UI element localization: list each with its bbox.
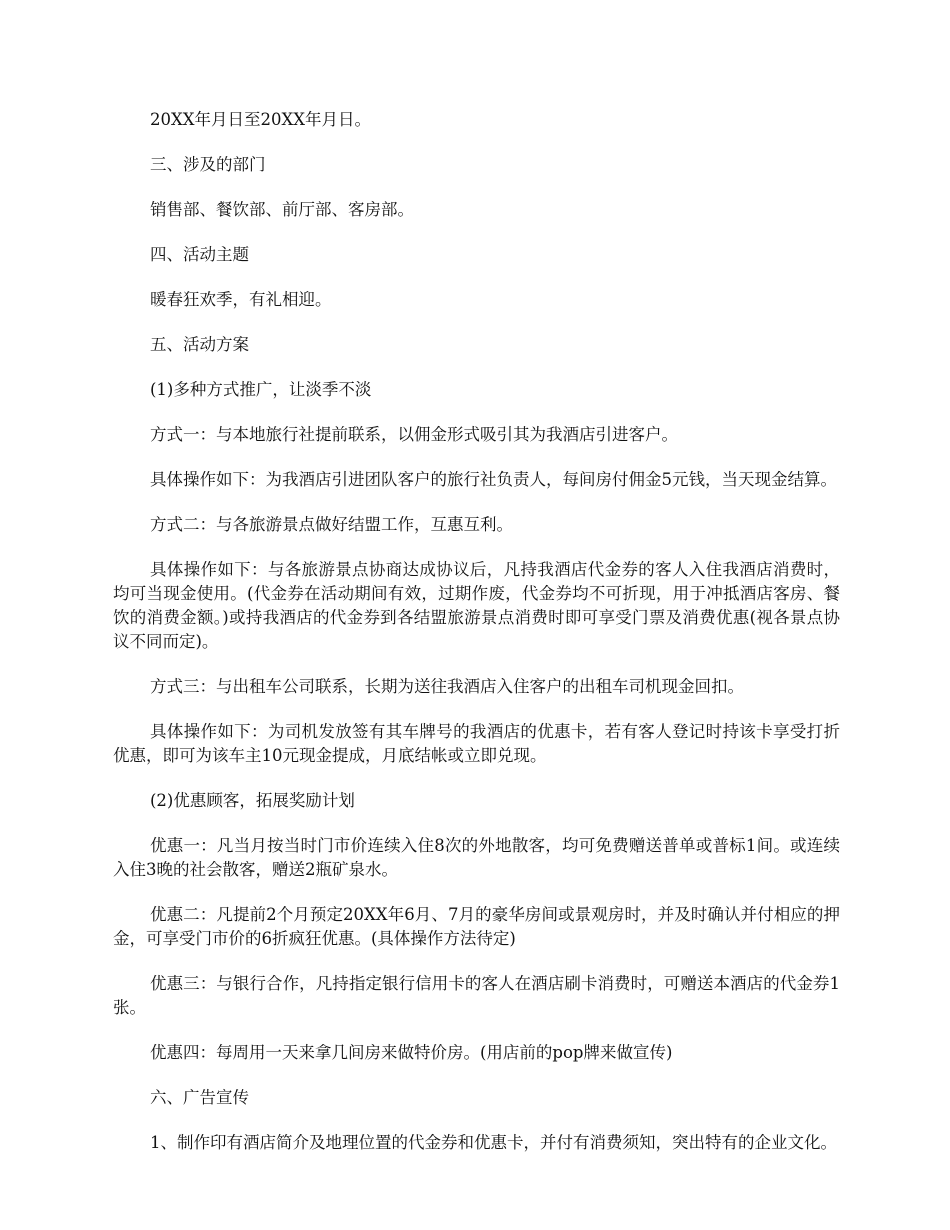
paragraph-method-1: 方式一：与本地旅行社提前联系，以佣金形式吸引其为我酒店引进客户。: [150, 425, 678, 444]
paragraph-discount-3: 优惠三：与银行合作，凡持指定银行信用卡的客人在酒店刷卡消费时，可赠送本酒店的代金券1张。: [113, 974, 840, 1017]
heading-departments: 三、涉及的部门: [150, 155, 266, 174]
paragraph-method-1-detail: 具体操作如下：为我酒店引进团队客户的旅行社负责人，每间房付佣金5元钱，当天现金结算。: [150, 470, 837, 489]
paragraph-departments: 销售部、餐饮部、前厅部、客房部。: [150, 200, 414, 219]
paragraph-method-2: 方式二：与各旅游景点做好结盟工作，互惠互利。: [150, 515, 513, 534]
paragraph-discount-2: 优惠二：凡提前2个月预定20XX年6月、7月的豪华房间或景观房时，并及时确认并付相应的押金，可享受门市价的6折疯狂优惠。(具体操作方法待定): [113, 905, 840, 948]
paragraph-method-2-detail: 具体操作如下：与各旅游景点协商达成协议后，凡持我酒店代金券的客人入住我酒店消费时，均可当现金使用。(代金券在活动期间有效，过期作废，代金券均不可折现，用于冲抵酒店客房、餐饮的消费金额。)或持我酒店的代金券到各结盟旅游景点消费时即可享受门票及消费优惠(视各景点协议不同而定)。: [113, 560, 840, 651]
paragraph-theme: 暖春狂欢季，有礼相迎。: [150, 290, 332, 309]
document-body: [113, 108, 840, 1176]
paragraph-method-3-detail: 具体操作如下：为司机发放签有其车牌号的我酒店的优惠卡，若有客人登记时持该卡享受打折优惠，即可为该车主10元现金提成，月底结帐或立即兑现。: [113, 722, 840, 765]
subheading-promotion: (1)多种方式推广，让淡季不淡: [150, 380, 372, 399]
paragraph-advertising-1: 1、制作印有酒店简介及地理位置的代金券和优惠卡，并付有消费须知，突出特有的企业文化。: [150, 1133, 837, 1152]
heading-theme: 四、活动主题: [150, 245, 249, 264]
subheading-discounts: (2)优惠顾客，拓展奖励计划: [150, 791, 355, 810]
heading-plan: 五、活动方案: [150, 335, 249, 354]
paragraph-discount-1: 优惠一：凡当月按当时门市价连续入住8次的外地散客，均可免费赠送普单或普标1间。或连续入住3晚的社会散客，赠送2瓶矿泉水。: [113, 836, 840, 879]
paragraph-method-3: 方式三：与出租车公司联系，长期为送往我酒店入住客户的出租车司机现金回扣。: [150, 677, 744, 696]
paragraph-date-range: 20XX年月日至20XX年月日。: [150, 110, 371, 129]
heading-advertising: 六、广告宣传: [150, 1088, 249, 1107]
paragraph-discount-4: 优惠四：每周用一天来拿几间房来做特价房。(用店前的pop牌来做宣传): [150, 1043, 673, 1062]
